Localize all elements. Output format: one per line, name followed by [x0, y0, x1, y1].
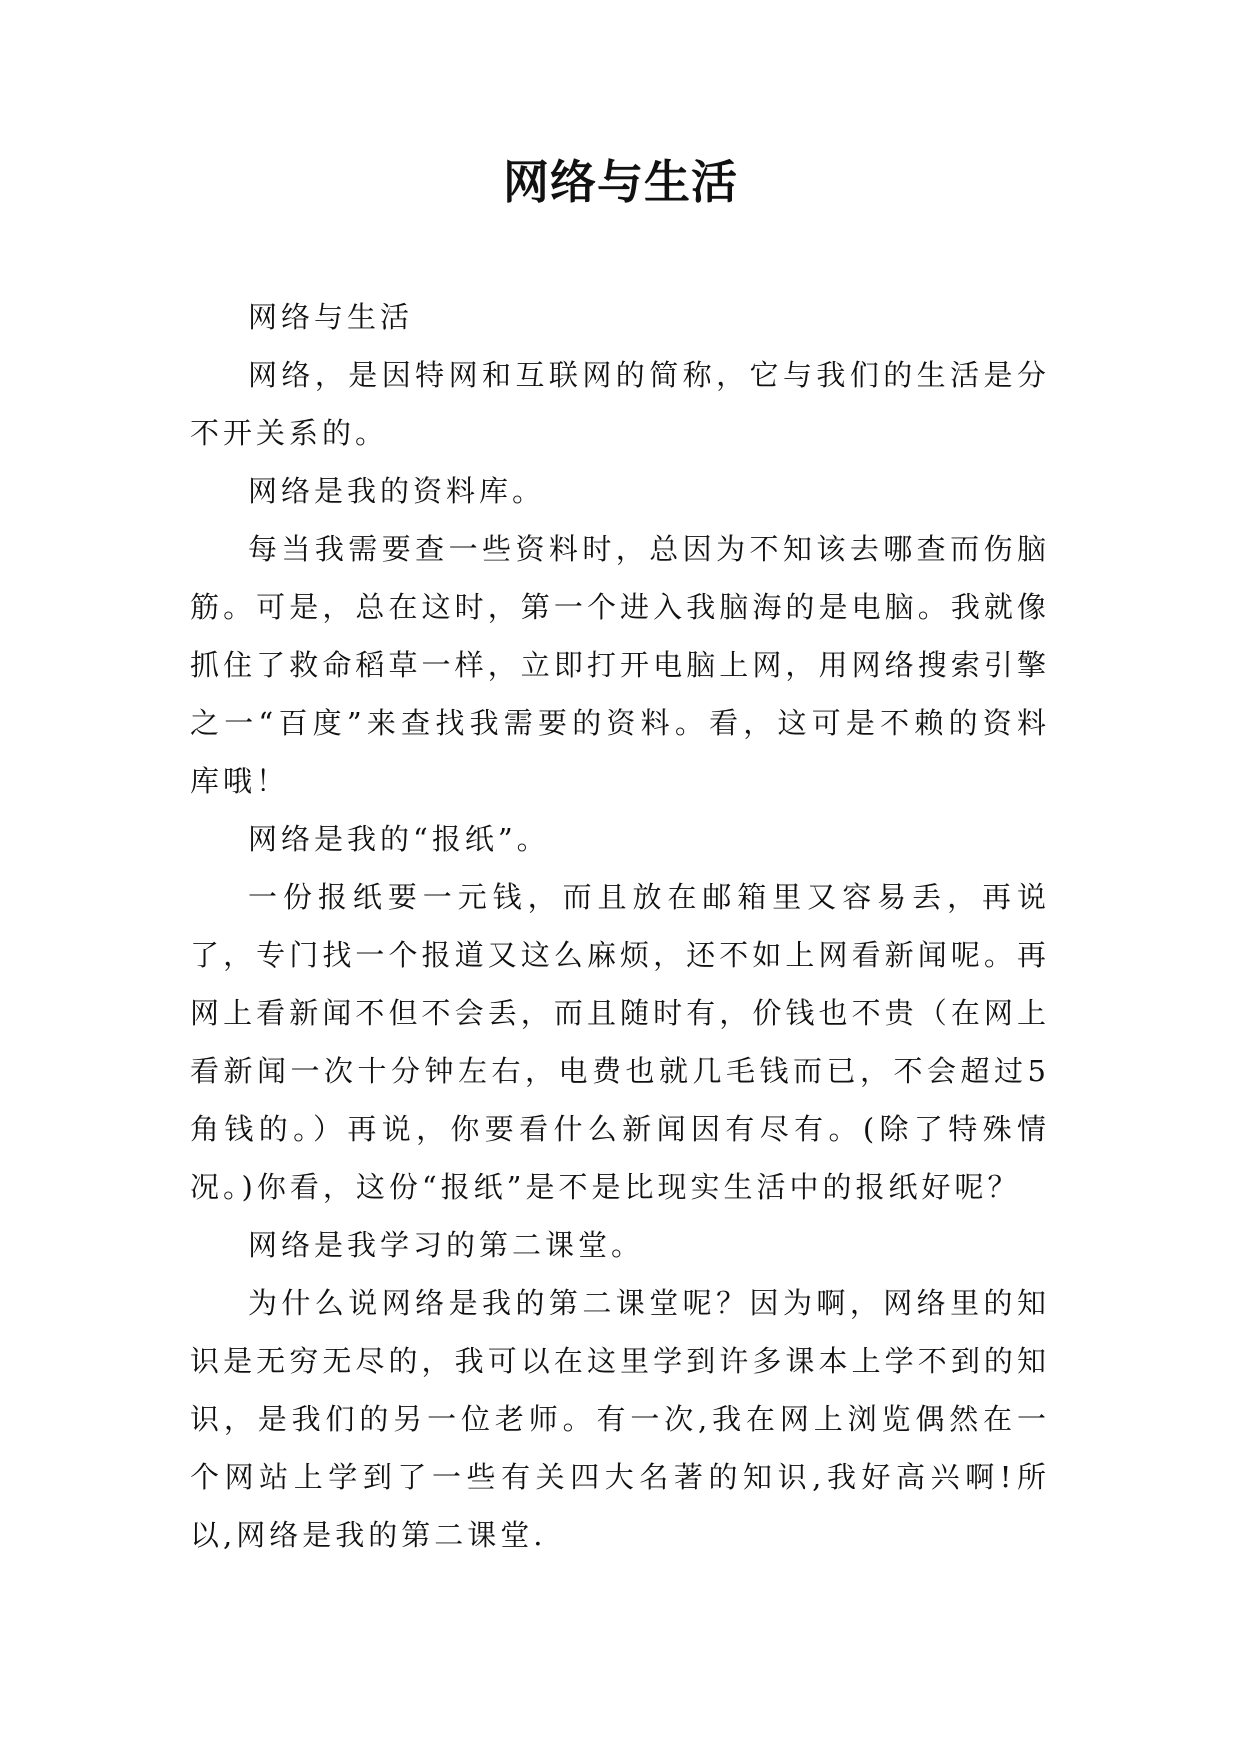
document-body [190, 288, 1050, 1564]
paragraph-intro: 网络，是因特网和互联网的简称，它与我们的生活是分不开关系的。 [190, 358, 1050, 450]
paragraph-heading-newspaper: 网络是我的“报纸”。 [248, 822, 550, 856]
paragraph-library: 每当我需要查一些资料时，总因为不知该去哪查而伤脑筋。可是，总在这时，第一个进入我脑海的是电脑。我就像抓住了救命稻草一样，立即打开电脑上网，用网络搜索引擎之一“百度”来查找我需要的资料。看，这可是不赖的资料库哦！ [190, 532, 1050, 798]
paragraph-heading-classroom: 网络是我学习的第二课堂。 [248, 1228, 645, 1262]
paragraph-newspaper: 一份报纸要一元钱，而且放在邮箱里又容易丢，再说了，专门找一个报道又这么麻烦，还不如上网看新闻呢。再网上看新闻不但不会丢，而且随时有，价钱也不贵（在网上看新闻一次十分钟左右，电费也就几毛钱而已，不会超过5角钱的。）再说，你要看什么新闻因有尽有。(除了特殊情况。)你看，这份“报纸”是不是比现实生活中的报纸好呢？ [190, 880, 1050, 1204]
document-title: 网络与生活 [503, 155, 738, 209]
paragraph-heading-library: 网络是我的资料库。 [248, 474, 546, 508]
paragraph-subtitle: 网络与生活 [248, 300, 414, 334]
paragraph-classroom: 为什么说网络是我的第二课堂呢？因为啊，网络里的知识是无穷无尽的，我可以在这里学到许多课本上学不到的知识，是我们的另一位老师。有一次,我在网上浏览偶然在一个网站上学到了一些有关四大名著的知识,我好高兴啊!所以,网络是我的第二课堂. [190, 1286, 1050, 1552]
